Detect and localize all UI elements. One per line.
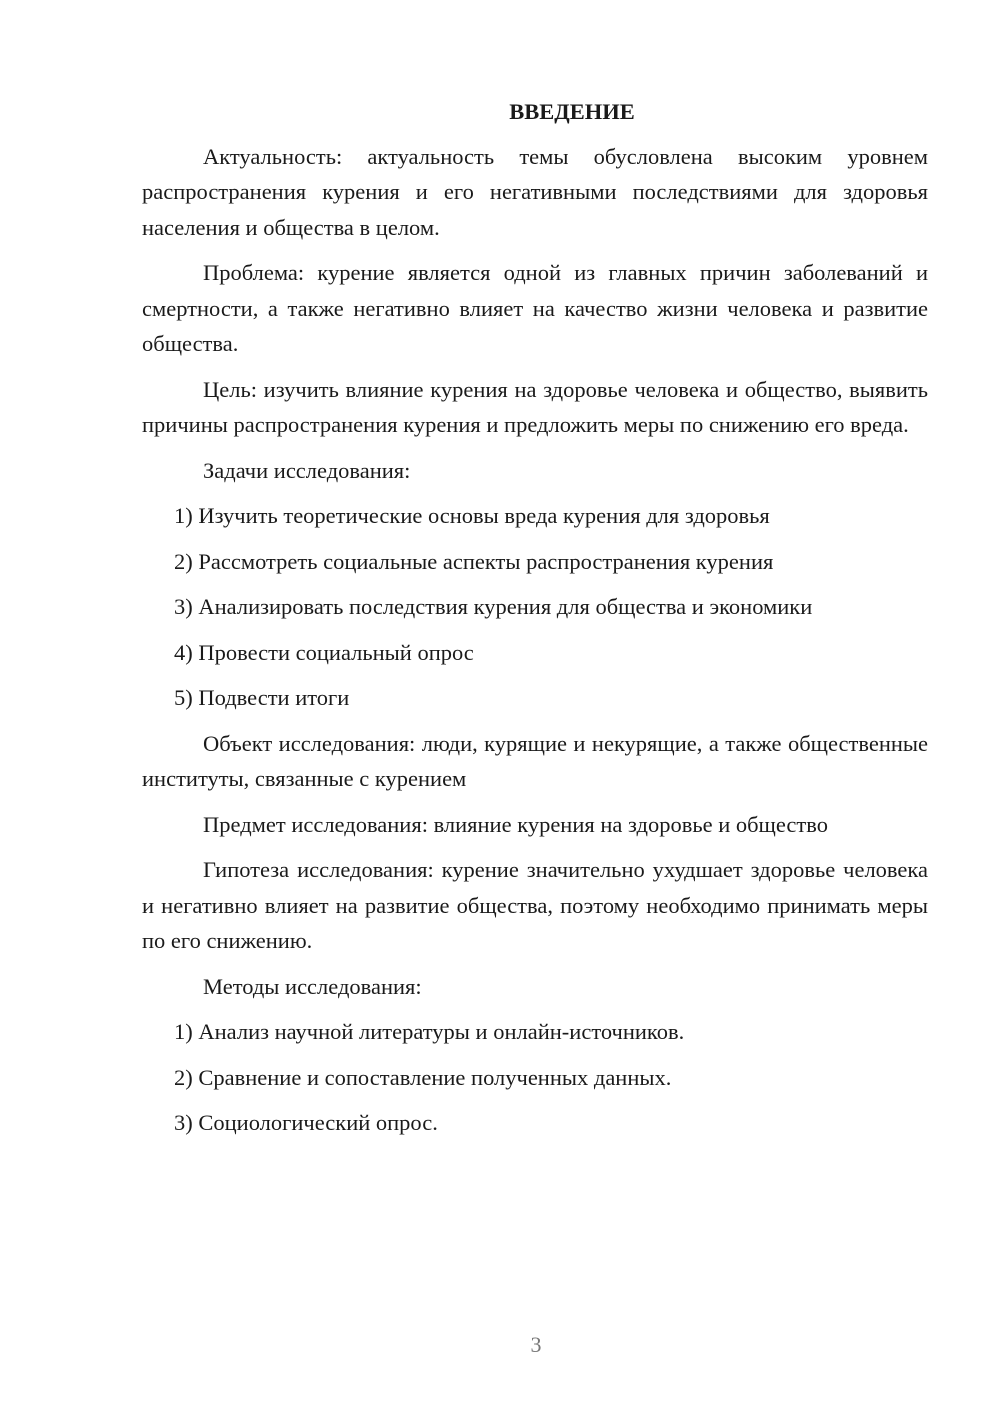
list-item: 1) Анализ научной литературы и онлайн-источников.: [174, 1019, 685, 1044]
list-item: 2) Рассмотреть социальные аспекты распространения курения: [174, 548, 774, 574]
methods-list: [142, 1014, 928, 1141]
list-item: 1) Изучить теоретические основы вреда курения для здоровья: [174, 503, 770, 528]
relevance-paragraph: Актуальность: актуальность темы обусловлена высоким уровнем распространения курения и его негативными последствиями для здоровья населения и общества в целом.: [142, 143, 928, 240]
subject-paragraph: Предмет исследования: влияние курения на здоровье и общество: [203, 811, 828, 837]
list-item: 2) Сравнение и сопоставление полученных данных.: [174, 1064, 672, 1090]
list-item: 4) Провести социальный опрос: [174, 639, 474, 665]
tasks-title: Задачи исследования:: [203, 457, 411, 483]
methods-title: Методы исследования:: [203, 973, 422, 999]
tasks-list: [142, 498, 928, 716]
problem-paragraph: Проблема: курение является одной из главных причин заболеваний и смертности, а также негативно влияет на качество жизни человека и развитие общества.: [142, 260, 928, 356]
list-item: 3) Анализировать последствия курения для общества и экономики: [174, 594, 813, 619]
object-paragraph: Объект исследования: люди, курящие и некурящие, а также общественные институты, связанные с курением: [142, 730, 928, 791]
page-number: 3: [530, 1332, 542, 1357]
document-body: [142, 94, 928, 1151]
goal-paragraph: Цель: изучить влияние курения на здоровье человека и общество, выявить причины распространения курения и предложить меры по снижению его вреда.: [142, 376, 928, 437]
list-item: 3) Социологический опрос.: [174, 1110, 438, 1135]
list-item: 5) Подвести итоги: [174, 685, 350, 710]
hypothesis-paragraph: Гипотеза исследования: курение значительно ухудшает здоровье человека и негативно влияет на развитие общества, поэтому необходимо принимать меры по его снижению.: [142, 857, 928, 953]
section-heading: ВВЕДЕНИЕ: [509, 99, 635, 124]
